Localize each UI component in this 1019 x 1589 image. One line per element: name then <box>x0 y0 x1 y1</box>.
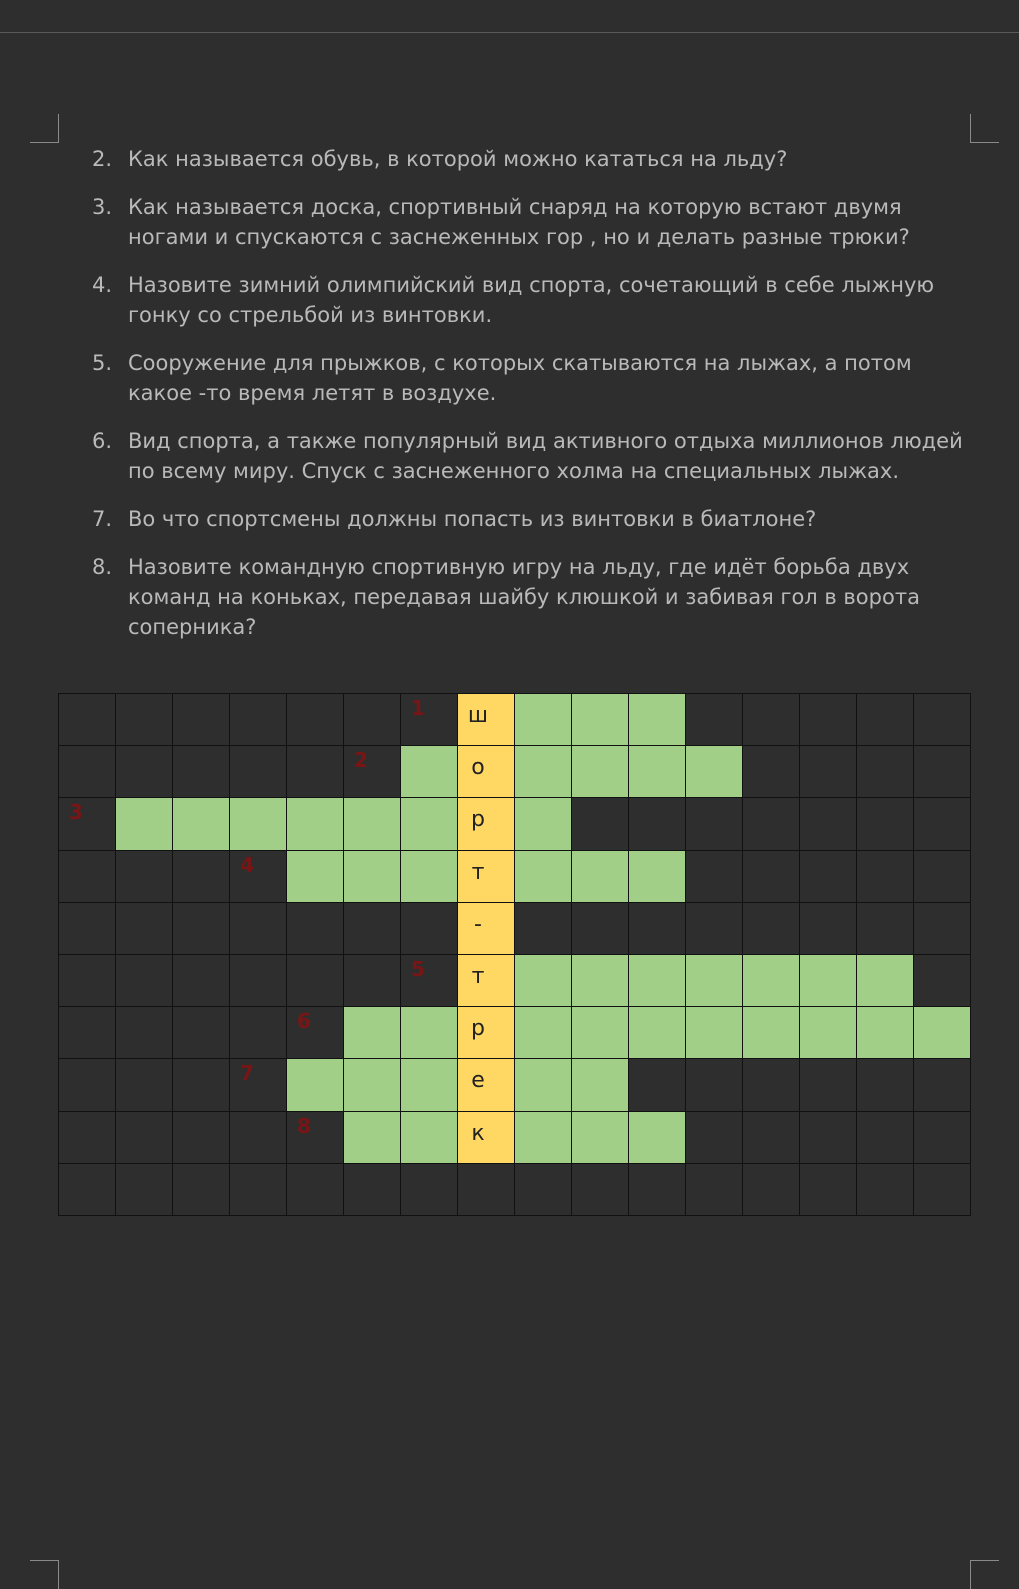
empty-cell <box>515 903 572 955</box>
empty-cell <box>572 798 629 850</box>
question-text: Во что спортсмены должны попасть из винтовки в биатлоне? <box>128 507 817 531</box>
empty-cell <box>173 955 230 1007</box>
empty-cell <box>914 1059 971 1111</box>
page-corner-mark <box>30 1560 59 1589</box>
empty-cell <box>230 694 287 746</box>
question-number: 7. <box>92 507 113 531</box>
empty-cell <box>686 1164 743 1216</box>
answer-cell[interactable] <box>344 1059 401 1111</box>
question-item <box>92 144 972 174</box>
empty-cell <box>743 903 800 955</box>
empty-cell <box>287 746 344 798</box>
empty-cell <box>344 903 401 955</box>
empty-cell <box>686 1112 743 1164</box>
answer-cell[interactable] <box>515 798 572 850</box>
empty-cell <box>344 955 401 1007</box>
keyword-cell[interactable] <box>458 746 515 798</box>
empty-cell <box>857 903 914 955</box>
empty-cell <box>287 694 344 746</box>
empty-cell <box>629 903 686 955</box>
answer-cell[interactable] <box>686 746 743 798</box>
empty-cell <box>629 1164 686 1216</box>
answer-cell[interactable] <box>572 746 629 798</box>
empty-cell <box>914 694 971 746</box>
empty-cell <box>230 1112 287 1164</box>
page-corner-mark <box>30 114 59 143</box>
answer-cell[interactable] <box>857 1007 914 1059</box>
empty-cell <box>59 1112 116 1164</box>
answer-cell[interactable] <box>743 1007 800 1059</box>
answer-cell[interactable] <box>401 746 458 798</box>
keyword-cell[interactable] <box>458 1007 515 1059</box>
empty-cell <box>515 1164 572 1216</box>
answer-cell[interactable] <box>686 1007 743 1059</box>
empty-cell <box>173 1059 230 1111</box>
answer-cell[interactable] <box>743 955 800 1007</box>
empty-cell <box>686 851 743 903</box>
empty-cell <box>230 1059 287 1111</box>
keyword-letter: е <box>471 1068 485 1094</box>
question-number: 6. <box>92 429 113 453</box>
question-number: 3. <box>92 195 113 219</box>
answer-cell[interactable] <box>230 798 287 850</box>
empty-cell <box>116 1007 173 1059</box>
answer-cell[interactable] <box>572 1059 629 1111</box>
empty-cell <box>743 1112 800 1164</box>
empty-cell <box>344 746 401 798</box>
empty-cell <box>800 851 857 903</box>
keyword-letter: - <box>474 911 482 937</box>
page-corner-mark <box>970 1560 999 1589</box>
keyword-letter: ш <box>467 703 489 729</box>
answer-cell[interactable] <box>344 798 401 850</box>
empty-cell <box>173 694 230 746</box>
empty-cell <box>173 1007 230 1059</box>
answer-cell[interactable] <box>572 851 629 903</box>
answer-cell[interactable] <box>629 1007 686 1059</box>
keyword-letter: т <box>471 964 485 990</box>
answer-cell[interactable] <box>287 851 344 903</box>
empty-cell <box>116 1112 173 1164</box>
answer-cell[interactable] <box>515 1007 572 1059</box>
question-item <box>92 426 972 486</box>
empty-cell <box>116 746 173 798</box>
empty-cell <box>914 1164 971 1216</box>
answer-cell[interactable] <box>572 1007 629 1059</box>
empty-cell <box>572 903 629 955</box>
empty-cell <box>629 798 686 850</box>
answer-cell[interactable] <box>629 955 686 1007</box>
answer-cell[interactable] <box>629 1112 686 1164</box>
keyword-letter: р <box>471 807 485 833</box>
answer-cell[interactable] <box>401 1112 458 1164</box>
answer-cell[interactable] <box>116 798 173 850</box>
empty-cell <box>743 798 800 850</box>
top-rule <box>0 32 1019 33</box>
empty-cell <box>686 694 743 746</box>
empty-cell <box>401 694 458 746</box>
empty-cell <box>686 798 743 850</box>
empty-cell <box>59 1007 116 1059</box>
keyword-cell[interactable] <box>458 1112 515 1164</box>
answer-cell[interactable] <box>572 1112 629 1164</box>
clue-number: 2 <box>354 748 368 773</box>
clue-number: 6 <box>297 1009 311 1034</box>
question-item <box>92 192 972 252</box>
empty-cell <box>59 903 116 955</box>
empty-cell <box>914 903 971 955</box>
question-text: Назовите зимний олимпийский вид спорта, сочетающий в себе лыжную гонку со стрельбой из винтовки. <box>128 273 935 327</box>
empty-cell <box>116 1164 173 1216</box>
empty-cell <box>743 746 800 798</box>
answer-cell[interactable] <box>287 798 344 850</box>
question-text: Назовите командную спортивную игру на льду, где идёт борьба двух команд на коньках, передавая шайбу клюшкой и забивая гол в ворота соперника? <box>128 555 920 639</box>
empty-cell <box>173 1112 230 1164</box>
answer-cell[interactable] <box>857 955 914 1007</box>
question-item <box>92 504 972 534</box>
empty-cell <box>914 1112 971 1164</box>
answer-cell[interactable] <box>572 694 629 746</box>
answer-cell[interactable] <box>515 694 572 746</box>
keyword-letter: р <box>471 1016 485 1042</box>
empty-cell <box>800 1112 857 1164</box>
empty-cell <box>743 1059 800 1111</box>
empty-cell <box>743 851 800 903</box>
empty-cell <box>116 694 173 746</box>
answer-cell[interactable] <box>629 851 686 903</box>
empty-cell <box>800 1059 857 1111</box>
question-item <box>92 552 972 642</box>
empty-cell <box>173 903 230 955</box>
empty-cell <box>59 746 116 798</box>
empty-cell <box>59 1059 116 1111</box>
empty-cell <box>857 1164 914 1216</box>
empty-cell <box>173 1164 230 1216</box>
question-list <box>92 144 972 660</box>
keyword-cell[interactable] <box>458 1059 515 1111</box>
answer-cell[interactable] <box>401 798 458 850</box>
empty-cell <box>287 1112 344 1164</box>
answer-cell[interactable] <box>515 1112 572 1164</box>
empty-cell <box>230 1007 287 1059</box>
question-number: 8. <box>92 555 113 579</box>
empty-cell <box>116 903 173 955</box>
answer-cell[interactable] <box>173 798 230 850</box>
answer-cell[interactable] <box>401 1059 458 1111</box>
empty-cell <box>743 694 800 746</box>
empty-cell <box>230 903 287 955</box>
empty-cell <box>230 955 287 1007</box>
empty-cell <box>344 1164 401 1216</box>
empty-cell <box>401 1164 458 1216</box>
empty-cell <box>230 1164 287 1216</box>
empty-cell <box>629 1059 686 1111</box>
keyword-cell[interactable] <box>458 694 515 746</box>
answer-cell[interactable] <box>515 746 572 798</box>
answer-cell[interactable] <box>572 955 629 1007</box>
empty-cell <box>59 955 116 1007</box>
empty-cell <box>287 1164 344 1216</box>
page-corner-mark <box>970 114 999 143</box>
answer-cell[interactable] <box>800 1007 857 1059</box>
empty-cell <box>116 955 173 1007</box>
answer-cell[interactable] <box>401 851 458 903</box>
empty-cell <box>800 798 857 850</box>
empty-cell <box>800 694 857 746</box>
empty-cell <box>857 1112 914 1164</box>
empty-cell <box>173 851 230 903</box>
keyword-letter: о <box>471 755 485 781</box>
clue-number: 1 <box>411 696 425 720</box>
clue-number: 7 <box>240 1061 254 1086</box>
question-text: Как называется обувь, в которой можно кататься на льду? <box>128 147 788 171</box>
answer-cell[interactable] <box>344 1112 401 1164</box>
question-number: 4. <box>92 273 113 297</box>
answer-cell[interactable] <box>515 955 572 1007</box>
empty-cell <box>173 746 230 798</box>
empty-cell <box>344 694 401 746</box>
empty-cell <box>800 903 857 955</box>
clue-number: 3 <box>69 800 83 825</box>
empty-cell <box>686 903 743 955</box>
empty-cell <box>914 955 971 1007</box>
answer-cell[interactable] <box>800 955 857 1007</box>
keyword-cell[interactable] <box>458 798 515 850</box>
keyword-letter: к <box>471 1120 485 1146</box>
empty-cell <box>287 903 344 955</box>
empty-cell <box>572 1164 629 1216</box>
answer-cell[interactable] <box>515 851 572 903</box>
clue-number: 5 <box>411 956 425 981</box>
empty-cell <box>914 746 971 798</box>
empty-cell <box>287 1007 344 1059</box>
answer-cell[interactable] <box>629 694 686 746</box>
answer-cell[interactable] <box>686 955 743 1007</box>
empty-cell <box>914 798 971 850</box>
empty-cell <box>857 1059 914 1111</box>
answer-cell[interactable] <box>515 1059 572 1111</box>
keyword-cell[interactable] <box>458 851 515 903</box>
question-text: Как называется доска, спортивный снаряд на которую встают двумя ногами и спускаются с заснеженных гор , но и делать разные трюки? <box>128 195 910 249</box>
answer-cell[interactable] <box>401 1007 458 1059</box>
empty-cell <box>800 1164 857 1216</box>
clue-number: 8 <box>297 1113 311 1138</box>
empty-cell <box>287 955 344 1007</box>
empty-cell <box>857 746 914 798</box>
answer-cell[interactable] <box>344 1007 401 1059</box>
empty-cell <box>743 1164 800 1216</box>
question-item <box>92 348 972 408</box>
empty-cell <box>401 955 458 1007</box>
clue-number: 4 <box>240 852 254 877</box>
empty-cell <box>230 746 287 798</box>
empty-cell <box>59 851 116 903</box>
empty-cell <box>914 851 971 903</box>
empty-cell <box>116 1059 173 1111</box>
answer-cell[interactable] <box>344 851 401 903</box>
empty-cell <box>686 1059 743 1111</box>
empty-cell <box>857 851 914 903</box>
empty-cell <box>401 903 458 955</box>
question-number: 2. <box>92 147 113 171</box>
question-number: 5. <box>92 351 113 375</box>
crossword-grid <box>58 693 971 1216</box>
empty-cell <box>59 694 116 746</box>
keyword-letter: т <box>471 859 485 885</box>
empty-cell <box>59 1164 116 1216</box>
answer-cell[interactable] <box>629 746 686 798</box>
keyword-cell[interactable] <box>458 1164 515 1216</box>
answer-cell[interactable] <box>287 1059 344 1111</box>
empty-cell <box>857 694 914 746</box>
empty-cell <box>59 798 116 850</box>
empty-cell <box>857 798 914 850</box>
answer-cell[interactable] <box>914 1007 971 1059</box>
empty-cell <box>230 851 287 903</box>
keyword-cell[interactable] <box>458 955 515 1007</box>
question-item <box>92 270 972 330</box>
question-text: Вид спорта, а также популярный вид активного отдыха миллионов людей по всему миру. Спуск с заснеженного холма на специальных лыжах. <box>128 429 963 483</box>
keyword-cell[interactable] <box>458 903 515 955</box>
empty-cell <box>116 851 173 903</box>
question-text: Сооружение для прыжков, с которых скатываются на лыжах, а потом какое -то время летят в воздухе. <box>128 351 912 405</box>
empty-cell <box>800 746 857 798</box>
